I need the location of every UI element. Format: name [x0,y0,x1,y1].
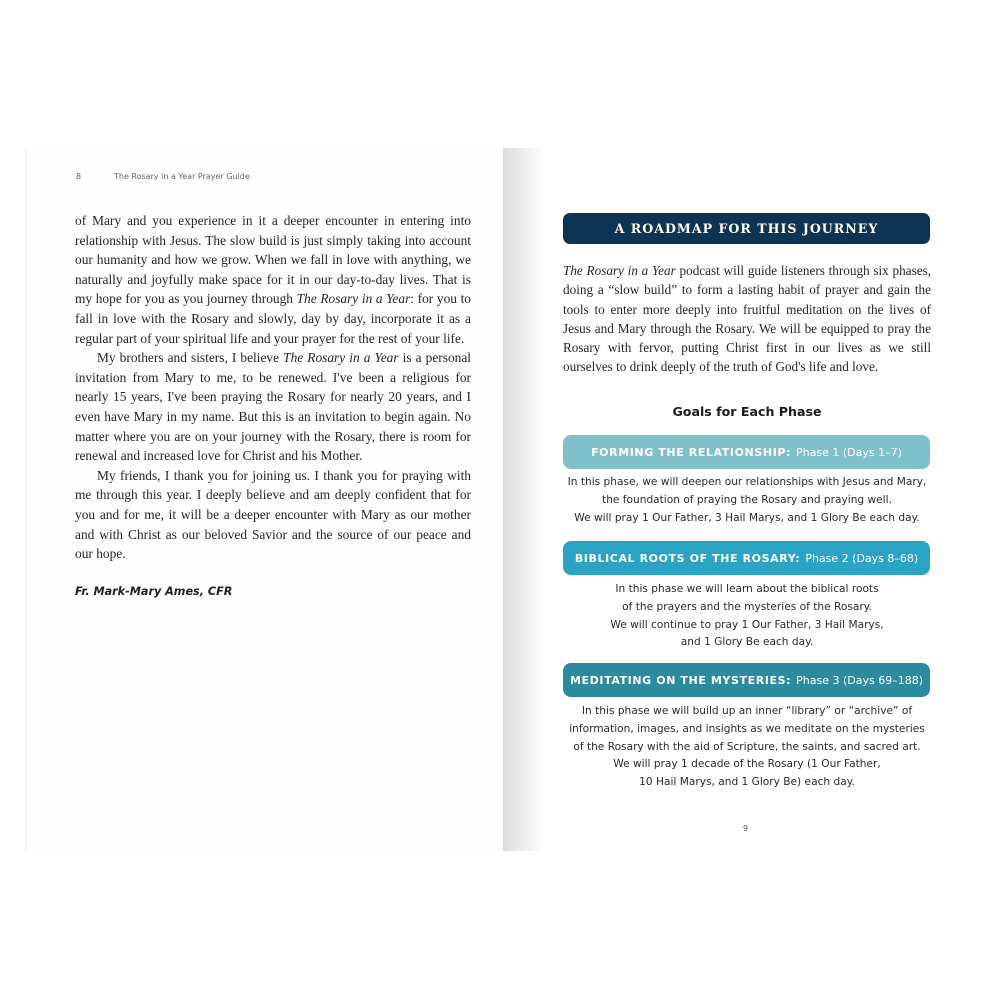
author-signature: Fr. Mark-Mary Ames, CFR [75,584,233,598]
phase-2-banner [563,541,930,575]
book-title-italic: The Rosary in a Year [283,350,399,366]
gutter-shadow [503,148,545,851]
page-number-right: 9 [743,824,749,833]
phase-3-banner [563,663,930,697]
phase-range: Phase 1 (Days 1–7) [796,445,902,459]
description-line: In this phase we will learn about the biblical roots [615,583,879,595]
description-line: In this phase we will build up an inner “library” or “archive” of [581,705,913,717]
description-line: information, images, and insights as we meditate on the mysteries [569,722,925,735]
page-number-left: 8 [76,172,82,181]
phase-name: BIBLICAL ROOTS OF THE ROSARY: [574,551,801,565]
paragraph-3 [75,466,471,564]
running-head [76,172,250,181]
phase-name: MEDITATING ON THE MYSTERIES: [569,673,792,687]
paragraph-text: My brothers and sisters, I believe [97,350,284,366]
phase-range: Phase 2 (Days 8–68) [805,551,919,565]
book-title-italic: The Rosary in a Year [563,263,676,278]
description-line: We will continue to pray 1 Our Father, 3 Hail Marys, [610,618,884,631]
description-line: and 1 Glory Be each day. [680,636,814,649]
phase-1-banner [563,435,930,469]
paragraph-text: : for you to fall in love with the Rosary and slowly, day by day, incorporate it as a regular part of your spiritual life and your prayer for the rest of your life. [75,291,471,346]
description-line: In this phase, we will deepen our relationships with Jesus and Mary, [567,476,927,488]
description-line: the foundation of praying the Rosary and praying well. [602,493,892,506]
description-line: We will pray 1 Our Father, 3 Hail Marys, and 1 Glory Be each day. [574,511,920,524]
phase-range: Phase 3 (Days 69–188) [796,673,924,687]
phase-1-description [555,474,939,527]
section-title: A ROADMAP FOR THIS JOURNEY [614,221,879,236]
paragraph-text: of Mary and you experience in it a deeper encounter in entering into relationship with Jesus. The slow build is just simply taking into account our humanity and how we grow. When we fall in love with anything, we naturally and joyfully make space for it in our day-to-day lives. That is my hope for you as you journey through [75,213,471,307]
description-line: We will pray 1 decade of the Rosary (1 Our Father, [613,758,881,771]
goals-heading: Goals for Each Phase [672,404,822,419]
phase-2-description [555,581,939,652]
letter-body [75,211,471,601]
phase-name: FORMING THE RELATIONSHIP: [591,445,792,459]
description-line: of the Rosary with the aid of Scripture, the saints, and sacred art. [573,740,921,753]
description-line: 10 Hail Marys, and 1 Glory Be) each day. [639,776,855,789]
paragraph-1 [75,211,471,348]
right-page [503,148,1000,851]
intro-text: podcast will guide listeners through six phases, doing a “slow build” to form a lasting habit of prayer and gain the tools to enter more deeply into fruitful meditation on the lives of Jesus and Mary through the Rosary. We will be equipped to pray the Rosary with fervor, putting Christ first in our lives as we still ourselves to drink deeply of the truth of God's life and love. [563,263,931,375]
description-line: of the prayers and the mysteries of the Rosary. [622,600,872,613]
phase-3-description [555,703,939,792]
section-title-banner [563,213,930,244]
running-head-title: The Rosary in a Year Prayer Guide [114,172,250,181]
paragraph-text: is a personal invitation from Mary to me, to be renewed. I've been a religious for nearly 15 years, I've been praying the Rosary for nearly 20 years, and I even have Mary in my name. But this is an invitation to begin again. No matter where you are on your journey with the Rosary, there is room for renewal and increased love for Christ and his Mother. [75,350,471,464]
book-title-italic: The Rosary in a Year [296,291,411,307]
paragraph-text: My friends, I thank you for joining us. I thank you for praying with me through this year. I deeply believe and am deeply confident that for you and for me, it will be a deeper encounter with Mary as our mother and with Christ as our beloved Savior and the source of our peace and our hope. [75,467,471,562]
left-page [25,148,504,851]
paragraph-2 [75,348,471,466]
intro-paragraph [563,261,931,377]
